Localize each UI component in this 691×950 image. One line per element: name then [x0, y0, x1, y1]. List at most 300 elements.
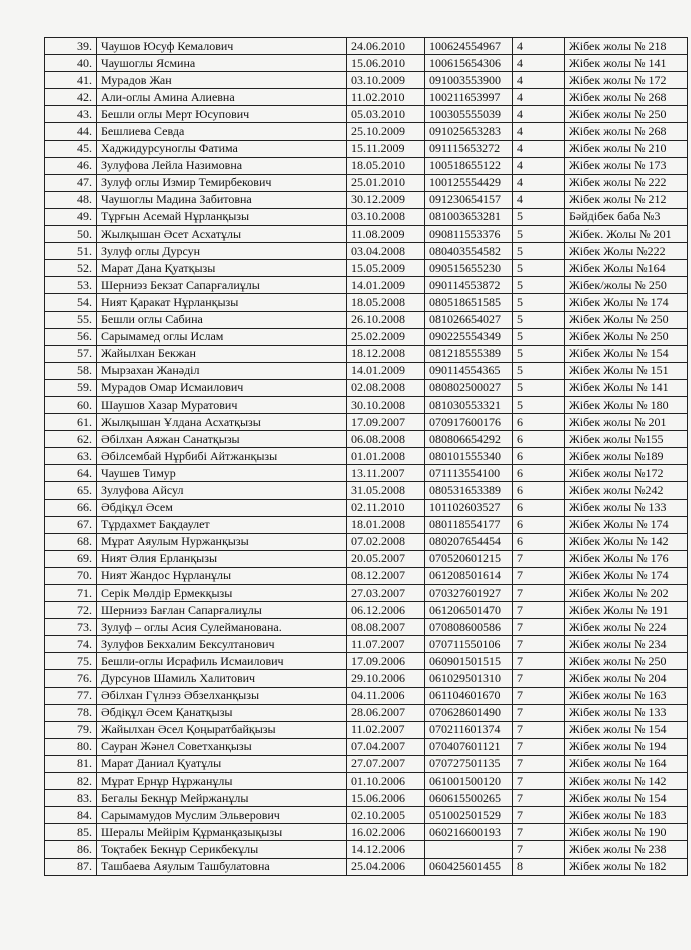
table-row	[45, 448, 688, 465]
table-row	[45, 72, 688, 89]
grade-cell: 7	[513, 585, 565, 602]
address-cell: Жібек жолы № 173	[565, 157, 688, 174]
iin-number-cell: 081003653281	[425, 208, 513, 225]
grade-cell: 4	[513, 140, 565, 157]
iin-number-cell: 070808600586	[425, 619, 513, 636]
student-name-cell: Ният Жандос Нұрланұлы	[97, 567, 347, 584]
iin-number-cell: 060425601455	[425, 858, 513, 875]
grade-cell: 5	[513, 362, 565, 379]
table-row	[45, 619, 688, 636]
grade-cell: 6	[513, 533, 565, 550]
row-number-cell: 42.	[45, 89, 97, 106]
grade-cell: 7	[513, 721, 565, 738]
grade-cell: 5	[513, 243, 565, 260]
address-cell: Жібек жолы №189	[565, 448, 688, 465]
student-name-cell: Бегалы Бекнұр Мейржанұлы	[97, 790, 347, 807]
birth-date-cell: 18.05.2010	[347, 157, 425, 174]
row-number-cell: 70.	[45, 567, 97, 584]
row-number-cell: 47.	[45, 174, 97, 191]
table-row	[45, 379, 688, 396]
table-row	[45, 174, 688, 191]
birth-date-cell: 14.01.2009	[347, 277, 425, 294]
grade-cell: 6	[513, 414, 565, 431]
birth-date-cell: 25.01.2010	[347, 174, 425, 191]
row-number-cell: 55.	[45, 311, 97, 328]
birth-date-cell: 11.07.2007	[347, 636, 425, 653]
birth-date-cell: 30.12.2009	[347, 191, 425, 208]
birth-date-cell: 07.04.2007	[347, 738, 425, 755]
student-name-cell: Ният Қаракат Нұрланқызы	[97, 294, 347, 311]
table-row	[45, 140, 688, 157]
address-cell: Жібек Жолы № 141	[565, 379, 688, 396]
grade-cell: 6	[513, 431, 565, 448]
address-cell: Жібек Жолы № 174	[565, 294, 688, 311]
address-cell: Жібек Жолы № 250	[565, 328, 688, 345]
iin-number-cell: 060216600193	[425, 824, 513, 841]
row-number-cell: 45.	[45, 140, 97, 157]
iin-number-cell: 061208501614	[425, 567, 513, 584]
grade-cell: 4	[513, 106, 565, 123]
address-cell: Жібек жолы № 210	[565, 140, 688, 157]
iin-number-cell: 100125554429	[425, 174, 513, 191]
iin-number-cell: 100305555039	[425, 106, 513, 123]
table-row	[45, 123, 688, 140]
birth-date-cell: 08.12.2007	[347, 567, 425, 584]
row-number-cell: 56.	[45, 328, 97, 345]
row-number-cell: 67.	[45, 516, 97, 533]
student-name-cell: Шералы Мейірім Құрманқазықызы	[97, 824, 347, 841]
student-name-cell: Жылқышан Ұлдана Асхатқызы	[97, 414, 347, 431]
address-cell: Жібек жолы № 183	[565, 807, 688, 824]
row-number-cell: 66.	[45, 499, 97, 516]
address-cell: Жібек жолы № 204	[565, 670, 688, 687]
student-name-cell: Мурадов Жан	[97, 72, 347, 89]
row-number-cell: 61.	[45, 414, 97, 431]
student-name-cell: Шаушов Хазар Муратович	[97, 396, 347, 413]
grade-cell: 7	[513, 773, 565, 790]
table-row	[45, 396, 688, 413]
birth-date-cell: 02.10.2005	[347, 807, 425, 824]
iin-number-cell: 080802500027	[425, 379, 513, 396]
table-row	[45, 362, 688, 379]
birth-date-cell: 25.04.2006	[347, 858, 425, 875]
grade-cell: 6	[513, 499, 565, 516]
row-number-cell: 68.	[45, 533, 97, 550]
birth-date-cell: 18.01.2008	[347, 516, 425, 533]
address-cell: Жібек жолы № 194	[565, 738, 688, 755]
row-number-cell: 84.	[45, 807, 97, 824]
table-row	[45, 38, 688, 55]
address-cell: Жібек Жолы № 154	[565, 345, 688, 362]
birth-date-cell: 01.01.2008	[347, 448, 425, 465]
table-row	[45, 550, 688, 567]
student-name-cell: Чаушов Юсуф Кемалович	[97, 38, 347, 55]
birth-date-cell: 06.08.2008	[347, 431, 425, 448]
address-cell: Жібек. Жолы № 201	[565, 226, 688, 243]
table-row	[45, 670, 688, 687]
row-number-cell: 72.	[45, 602, 97, 619]
row-number-cell: 78.	[45, 704, 97, 721]
table-row	[45, 328, 688, 345]
row-number-cell: 57.	[45, 345, 97, 362]
grade-cell: 6	[513, 482, 565, 499]
address-cell: Жібек жолы № 201	[565, 414, 688, 431]
row-number-cell: 81.	[45, 755, 97, 772]
row-number-cell: 69.	[45, 550, 97, 567]
grade-cell: 4	[513, 38, 565, 55]
address-cell: Жібек жолы № 182	[565, 858, 688, 875]
table-row	[45, 653, 688, 670]
grade-cell: 4	[513, 174, 565, 191]
birth-date-cell: 14.01.2009	[347, 362, 425, 379]
row-number-cell: 53.	[45, 277, 97, 294]
student-name-cell: Шерниэз Бағлан Сапарғалиұлы	[97, 602, 347, 619]
student-name-cell: Зулуфова Айсул	[97, 482, 347, 499]
address-cell: Жібек жолы № 190	[565, 824, 688, 841]
iin-number-cell: 091003553900	[425, 72, 513, 89]
birth-date-cell: 06.12.2006	[347, 602, 425, 619]
student-name-cell: Әбдіқұл Әсем	[97, 499, 347, 516]
birth-date-cell: 02.08.2008	[347, 379, 425, 396]
row-number-cell: 64.	[45, 465, 97, 482]
student-name-cell: Мұрат Ернұр Нұржанұлы	[97, 773, 347, 790]
birth-date-cell: 11.08.2009	[347, 226, 425, 243]
table-body	[45, 38, 688, 876]
table-row	[45, 704, 688, 721]
student-name-cell: Зулуфова Лейла Назимовна	[97, 157, 347, 174]
birth-date-cell: 18.12.2008	[347, 345, 425, 362]
birth-date-cell: 03.10.2009	[347, 72, 425, 89]
iin-number-cell: 090515655230	[425, 260, 513, 277]
row-number-cell: 41.	[45, 72, 97, 89]
iin-number-cell: 070727501135	[425, 755, 513, 772]
row-number-cell: 77.	[45, 687, 97, 704]
address-cell: Жібек Жолы №164	[565, 260, 688, 277]
student-name-cell: Зулуфов Бекхалим Бексултанович	[97, 636, 347, 653]
grade-cell: 5	[513, 294, 565, 311]
address-cell: Жібек жолы № 164	[565, 755, 688, 772]
row-number-cell: 46.	[45, 157, 97, 174]
birth-date-cell: 27.07.2007	[347, 755, 425, 772]
row-number-cell: 73.	[45, 619, 97, 636]
grade-cell: 7	[513, 841, 565, 858]
iin-number-cell: 060615500265	[425, 790, 513, 807]
table-row	[45, 755, 688, 772]
birth-date-cell: 24.06.2010	[347, 38, 425, 55]
grade-cell: 7	[513, 824, 565, 841]
table-row	[45, 482, 688, 499]
student-name-cell: Әбілхан Гүлнэз Әбзелханқызы	[97, 687, 347, 704]
table-row	[45, 345, 688, 362]
birth-date-cell: 25.02.2009	[347, 328, 425, 345]
grade-cell: 7	[513, 619, 565, 636]
address-cell: Жібек жолы № 141	[565, 55, 688, 72]
iin-number-cell: 071113554100	[425, 465, 513, 482]
table-row	[45, 260, 688, 277]
address-cell: Жібек/жолы № 250	[565, 277, 688, 294]
address-cell: Жібек жолы № 133	[565, 499, 688, 516]
grade-cell: 7	[513, 653, 565, 670]
address-cell: Жібек жолы № 154	[565, 721, 688, 738]
grade-cell: 7	[513, 602, 565, 619]
student-name-cell: Зулуф – оглы Асия Сулейманована.	[97, 619, 347, 636]
grade-cell: 7	[513, 550, 565, 567]
birth-date-cell: 28.06.2007	[347, 704, 425, 721]
student-name-cell: Сарымамудов Муслим Эльверович	[97, 807, 347, 824]
address-cell: Жібек Жолы № 151	[565, 362, 688, 379]
birth-date-cell: 20.05.2007	[347, 550, 425, 567]
iin-number-cell: 080806654292	[425, 431, 513, 448]
birth-date-cell: 29.10.2006	[347, 670, 425, 687]
table-row	[45, 516, 688, 533]
row-number-cell: 49.	[45, 208, 97, 225]
grade-cell: 4	[513, 191, 565, 208]
iin-number-cell	[425, 841, 513, 858]
student-name-cell: Мурадов Омар Исмаилович	[97, 379, 347, 396]
grade-cell: 5	[513, 208, 565, 225]
student-name-cell: Жайылхан Бекжан	[97, 345, 347, 362]
grade-cell: 5	[513, 260, 565, 277]
table-row	[45, 191, 688, 208]
address-cell: Жібек жолы № 212	[565, 191, 688, 208]
iin-number-cell: 081026654027	[425, 311, 513, 328]
row-number-cell: 52.	[45, 260, 97, 277]
iin-number-cell: 080207654454	[425, 533, 513, 550]
student-name-cell: Сарымамед оглы Ислам	[97, 328, 347, 345]
student-name-cell: Хаджидурсуноглы Фатима	[97, 140, 347, 157]
table-row	[45, 636, 688, 653]
row-number-cell: 43.	[45, 106, 97, 123]
iin-number-cell: 091115653272	[425, 140, 513, 157]
iin-number-cell: 070520601215	[425, 550, 513, 567]
iin-number-cell: 080118554177	[425, 516, 513, 533]
iin-number-cell: 061206501470	[425, 602, 513, 619]
address-cell: Жібек жолы № 142	[565, 773, 688, 790]
grade-cell: 5	[513, 226, 565, 243]
row-number-cell: 51.	[45, 243, 97, 260]
row-number-cell: 63.	[45, 448, 97, 465]
address-cell: Жібек жолы №155	[565, 431, 688, 448]
iin-number-cell: 080531653389	[425, 482, 513, 499]
birth-date-cell: 31.05.2008	[347, 482, 425, 499]
table-row	[45, 465, 688, 482]
birth-date-cell: 11.02.2010	[347, 89, 425, 106]
iin-number-cell: 100211653997	[425, 89, 513, 106]
table-row	[45, 243, 688, 260]
grade-cell: 5	[513, 396, 565, 413]
iin-number-cell: 061104601670	[425, 687, 513, 704]
iin-number-cell: 061029501310	[425, 670, 513, 687]
grade-cell: 5	[513, 311, 565, 328]
iin-number-cell: 080403554582	[425, 243, 513, 260]
row-number-cell: 71.	[45, 585, 97, 602]
iin-number-cell: 090811553376	[425, 226, 513, 243]
row-number-cell: 75.	[45, 653, 97, 670]
student-name-cell: Тұрғын Асемай Нұрланқызы	[97, 208, 347, 225]
grade-cell: 7	[513, 738, 565, 755]
address-cell: Жібек жолы №172	[565, 465, 688, 482]
table-row	[45, 311, 688, 328]
iin-number-cell: 100615654306	[425, 55, 513, 72]
grade-cell: 4	[513, 123, 565, 140]
student-name-cell: Али-оглы Амина Алиевна	[97, 89, 347, 106]
table-row	[45, 602, 688, 619]
iin-number-cell: 081218555389	[425, 345, 513, 362]
grade-cell: 4	[513, 72, 565, 89]
iin-number-cell: 061001500120	[425, 773, 513, 790]
row-number-cell: 85.	[45, 824, 97, 841]
address-cell: Жібек Жолы № 250	[565, 311, 688, 328]
table-row	[45, 824, 688, 841]
grade-cell: 8	[513, 858, 565, 875]
row-number-cell: 58.	[45, 362, 97, 379]
iin-number-cell: 101102603527	[425, 499, 513, 516]
birth-date-cell: 05.03.2010	[347, 106, 425, 123]
table-row	[45, 208, 688, 225]
student-registry-table	[44, 37, 688, 876]
iin-number-cell: 090225554349	[425, 328, 513, 345]
student-name-cell: Марат Даниал Қуатұлы	[97, 755, 347, 772]
address-cell: Жібек жолы № 238	[565, 841, 688, 858]
birth-date-cell: 17.09.2006	[347, 653, 425, 670]
row-number-cell: 39.	[45, 38, 97, 55]
iin-number-cell: 070711550106	[425, 636, 513, 653]
student-name-cell: Тұрдахмет Бақдаулет	[97, 516, 347, 533]
birth-date-cell: 03.04.2008	[347, 243, 425, 260]
address-cell: Жібек жолы № 268	[565, 89, 688, 106]
grade-cell: 7	[513, 790, 565, 807]
address-cell: Жібек жолы № 154	[565, 790, 688, 807]
iin-number-cell: 080101555340	[425, 448, 513, 465]
table-row	[45, 431, 688, 448]
birth-date-cell: 15.05.2009	[347, 260, 425, 277]
table-row	[45, 807, 688, 824]
iin-number-cell: 091230654157	[425, 191, 513, 208]
student-name-cell: Шерниэз Бекзат Сапарғалиұлы	[97, 277, 347, 294]
iin-number-cell: 091025653283	[425, 123, 513, 140]
row-number-cell: 83.	[45, 790, 97, 807]
grade-cell: 5	[513, 328, 565, 345]
student-name-cell: Жылқышан Әсет Асхатұлы	[97, 226, 347, 243]
table-row	[45, 567, 688, 584]
table-row	[45, 533, 688, 550]
grade-cell: 7	[513, 807, 565, 824]
address-cell: Жібек Жолы № 142	[565, 533, 688, 550]
row-number-cell: 62.	[45, 431, 97, 448]
grade-cell: 5	[513, 379, 565, 396]
student-name-cell: Әбілсембай Нұрбибі Айтжанқызы	[97, 448, 347, 465]
table-row	[45, 294, 688, 311]
row-number-cell: 50.	[45, 226, 97, 243]
table-row	[45, 738, 688, 755]
table-row	[45, 414, 688, 431]
student-name-cell: Зулуф оглы Дурсун	[97, 243, 347, 260]
row-number-cell: 80.	[45, 738, 97, 755]
birth-date-cell: 14.12.2006	[347, 841, 425, 858]
iin-number-cell: 100518655122	[425, 157, 513, 174]
grade-cell: 7	[513, 687, 565, 704]
birth-date-cell: 04.11.2006	[347, 687, 425, 704]
address-cell: Жібек жолы № 163	[565, 687, 688, 704]
grade-cell: 4	[513, 157, 565, 174]
table-row	[45, 858, 688, 875]
grade-cell: 5	[513, 345, 565, 362]
student-name-cell: Бешли оглы Сабина	[97, 311, 347, 328]
birth-date-cell: 15.06.2010	[347, 55, 425, 72]
table-row	[45, 585, 688, 602]
row-number-cell: 40.	[45, 55, 97, 72]
birth-date-cell: 11.02.2007	[347, 721, 425, 738]
row-number-cell: 65.	[45, 482, 97, 499]
student-name-cell: Чаушоглы Ясмина	[97, 55, 347, 72]
address-cell: Жібек жолы № 222	[565, 174, 688, 191]
iin-number-cell: 070917600176	[425, 414, 513, 431]
table-row	[45, 499, 688, 516]
student-name-cell: Чаушев Тимур	[97, 465, 347, 482]
address-cell: Жібек Жолы №222	[565, 243, 688, 260]
iin-number-cell: 070327601927	[425, 585, 513, 602]
address-cell: Жібек жолы № 172	[565, 72, 688, 89]
grade-cell: 7	[513, 755, 565, 772]
iin-number-cell: 080518651585	[425, 294, 513, 311]
birth-date-cell: 07.02.2008	[347, 533, 425, 550]
address-cell: Бәйдібек баба №3	[565, 208, 688, 225]
table-row	[45, 157, 688, 174]
birth-date-cell: 15.11.2009	[347, 140, 425, 157]
table-row	[45, 55, 688, 72]
iin-number-cell: 090114553872	[425, 277, 513, 294]
student-name-cell: Марат Дана Қуатқызы	[97, 260, 347, 277]
address-cell: Жібек Жолы № 174	[565, 567, 688, 584]
table-row	[45, 226, 688, 243]
birth-date-cell: 27.03.2007	[347, 585, 425, 602]
table-row	[45, 106, 688, 123]
birth-date-cell: 26.10.2008	[347, 311, 425, 328]
student-name-cell: Дурсунов Шамиль Халитович	[97, 670, 347, 687]
birth-date-cell: 25.10.2009	[347, 123, 425, 140]
row-number-cell: 48.	[45, 191, 97, 208]
row-number-cell: 86.	[45, 841, 97, 858]
student-name-cell: Чаушоглы Мадина Забитовна	[97, 191, 347, 208]
row-number-cell: 79.	[45, 721, 97, 738]
row-number-cell: 76.	[45, 670, 97, 687]
birth-date-cell: 13.11.2007	[347, 465, 425, 482]
student-name-cell: Мырзахан Жанәділ	[97, 362, 347, 379]
address-cell: Жібек жолы № 218	[565, 38, 688, 55]
student-name-cell: Бешли-оглы Исрафиль Исмаилович	[97, 653, 347, 670]
address-cell: Жібек Жолы № 174	[565, 516, 688, 533]
row-number-cell: 54.	[45, 294, 97, 311]
address-cell: Жібек жолы № 268	[565, 123, 688, 140]
address-cell: Жібек жолы № 234	[565, 636, 688, 653]
table-row	[45, 790, 688, 807]
iin-number-cell: 070407601121	[425, 738, 513, 755]
student-name-cell: Бешли оглы Мерт Юсупович	[97, 106, 347, 123]
grade-cell: 7	[513, 670, 565, 687]
address-cell: Жібек жолы № 250	[565, 653, 688, 670]
student-name-cell: Сауран Жәнел Советханқызы	[97, 738, 347, 755]
grade-cell: 5	[513, 277, 565, 294]
birth-date-cell: 02.11.2010	[347, 499, 425, 516]
birth-date-cell: 08.08.2007	[347, 619, 425, 636]
student-name-cell: Ташбаева Аяулым Ташбулатовна	[97, 858, 347, 875]
student-name-cell: Ният Әлия Ерланқызы	[97, 550, 347, 567]
grade-cell: 6	[513, 448, 565, 465]
table-row	[45, 687, 688, 704]
address-cell: Жібек жолы № 133	[565, 704, 688, 721]
table-row	[45, 773, 688, 790]
grade-cell: 4	[513, 89, 565, 106]
